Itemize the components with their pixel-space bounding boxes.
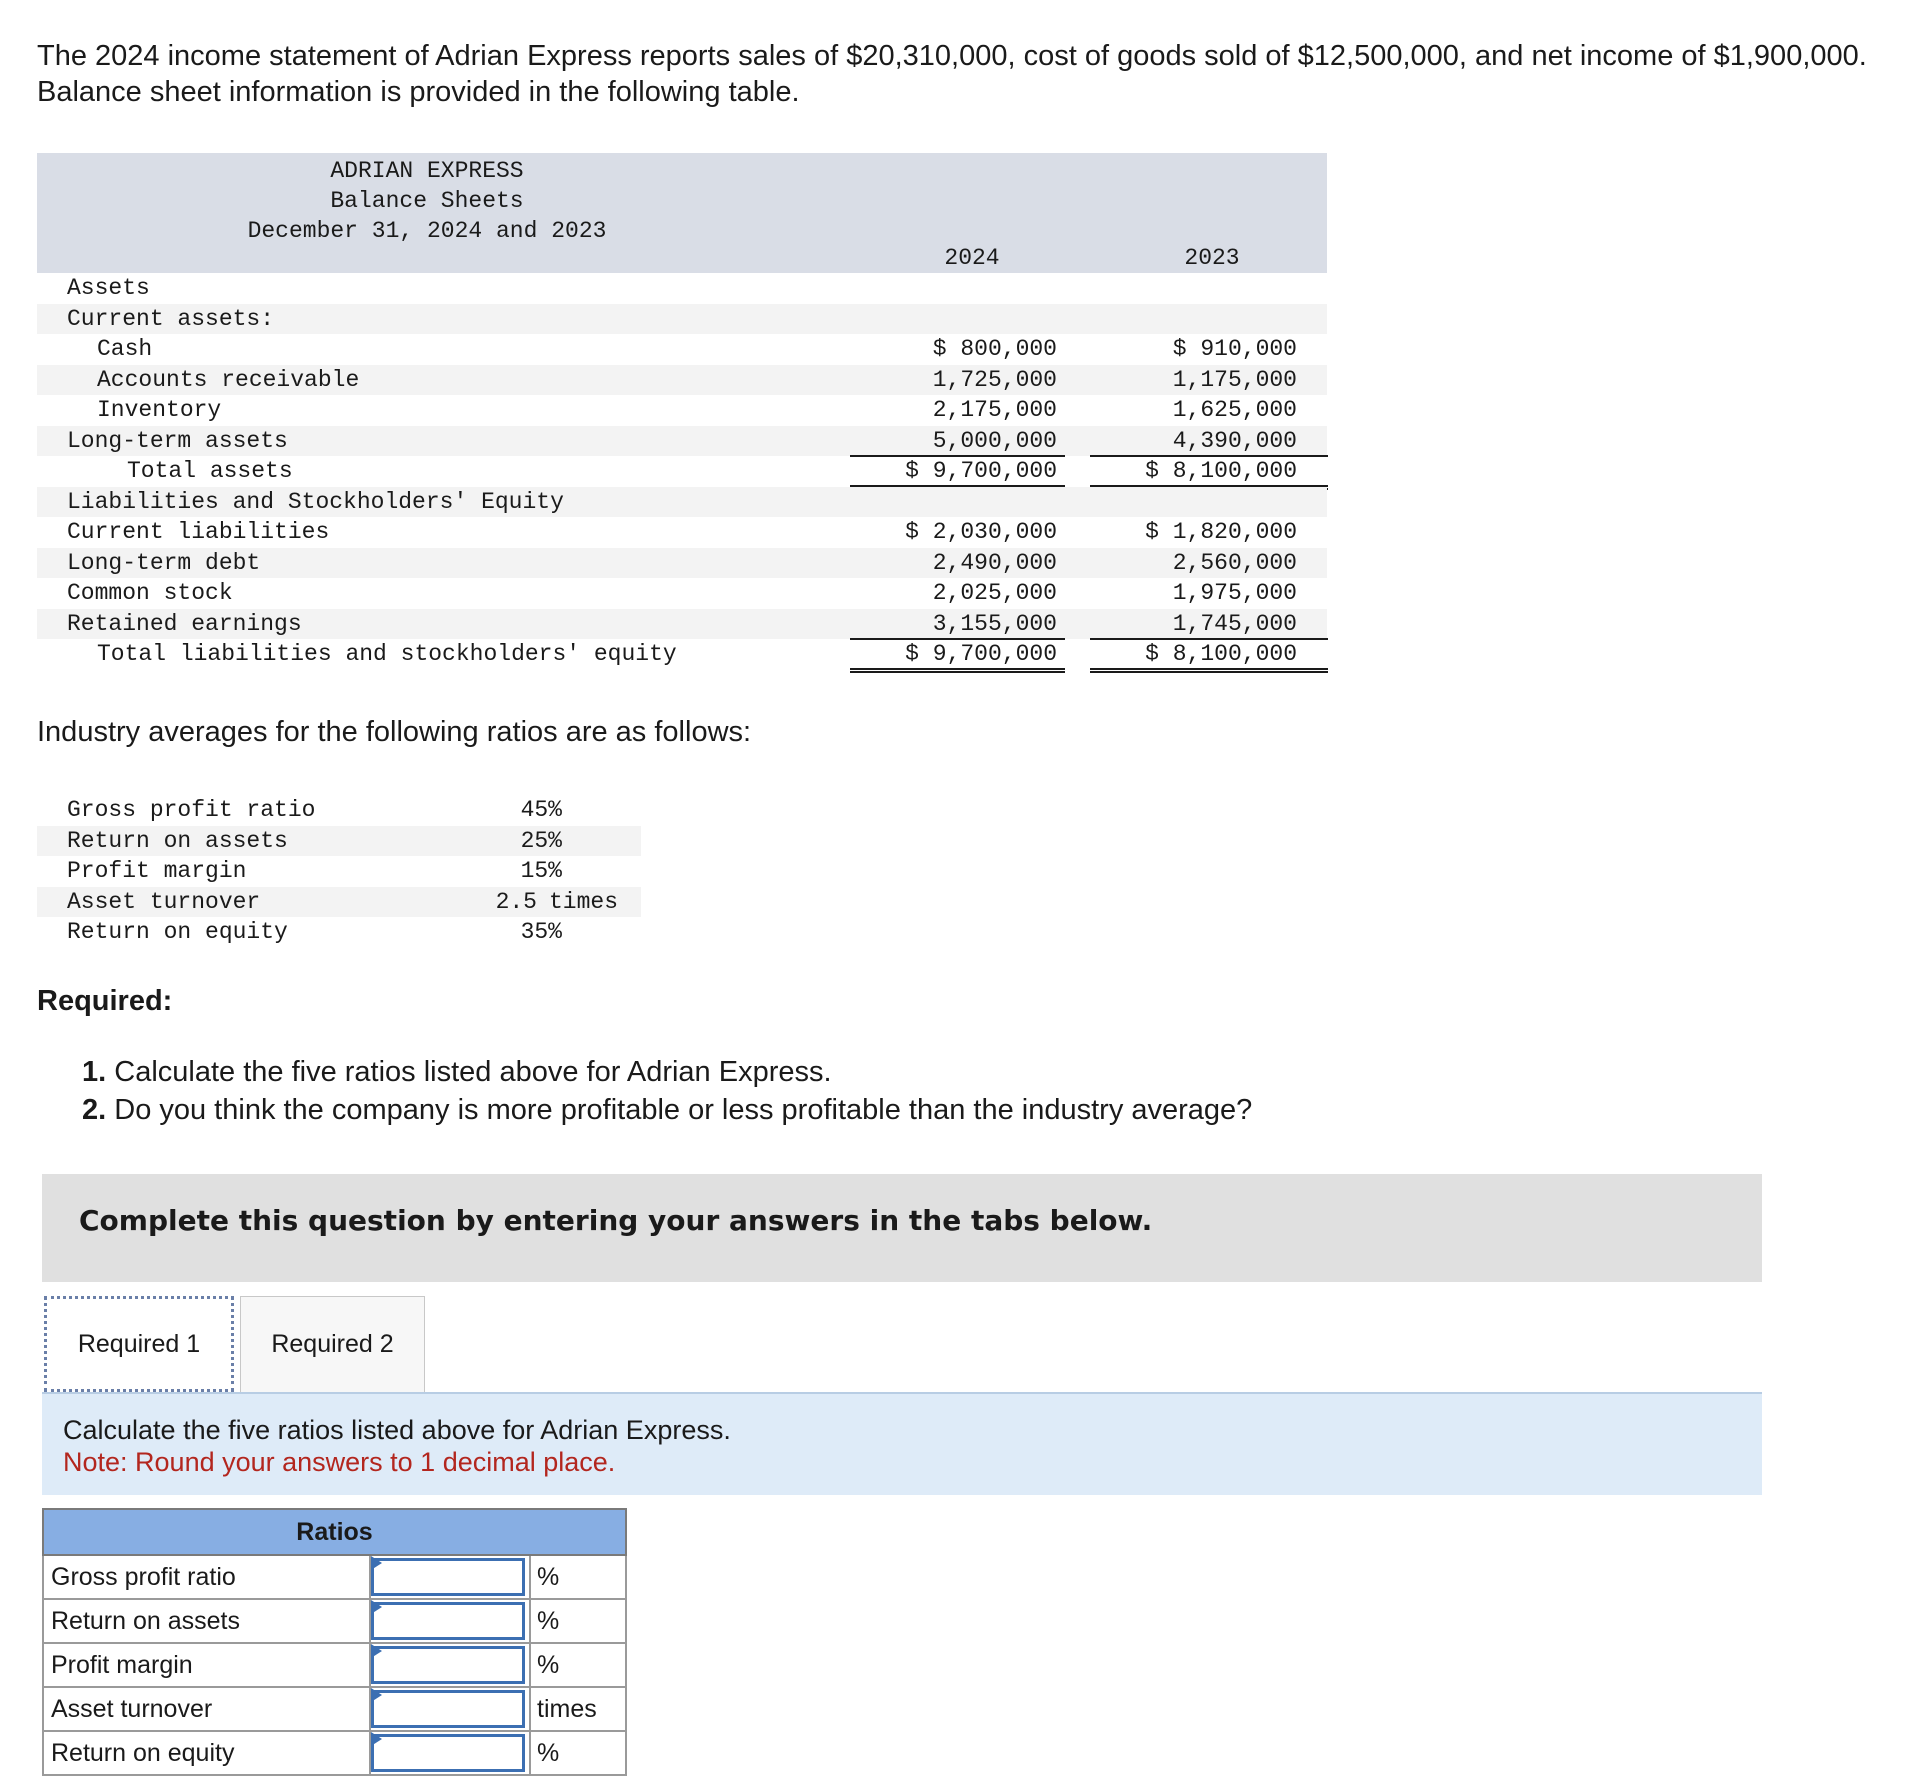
bs-row-total-liabilities-equity — [37, 639, 1327, 670]
return-on-assets-input[interactable] — [371, 1602, 525, 1640]
ratio-input-cell — [370, 1687, 530, 1731]
company-name: ADRIAN EXPRESS — [330, 158, 524, 184]
industry-row — [37, 917, 641, 948]
industry-value: 35% — [520, 919, 562, 945]
input-marker-icon — [371, 1688, 382, 1702]
industry-label: Gross profit ratio — [67, 797, 316, 823]
required-item — [82, 1091, 1252, 1129]
ratio-input-cell — [370, 1731, 530, 1775]
industry-label: Return on equity — [67, 919, 288, 945]
bs-value-2024: 1,725,000 — [932, 366, 1057, 393]
input-marker-icon — [371, 1644, 382, 1658]
bs-value-2024: 2,025,000 — [932, 580, 1057, 606]
ratios-answer-table — [42, 1508, 627, 1776]
ratio-row-asset-turnover — [43, 1687, 626, 1731]
tab-required-1[interactable]: Required 1 — [44, 1296, 234, 1392]
double-underline — [850, 668, 1065, 673]
bs-row-cash — [37, 334, 1327, 365]
bs-label: Long-term debt — [67, 549, 261, 576]
ratio-row-return-on-assets — [43, 1599, 626, 1643]
complete-question-banner — [42, 1174, 1762, 1282]
ratio-label: Profit margin — [43, 1643, 370, 1687]
bs-value-2024: $ 2,030,000 — [905, 519, 1057, 545]
ratio-label: Asset turnover — [43, 1687, 370, 1731]
industry-label: Profit margin — [67, 858, 247, 884]
bs-row-retained-earnings — [37, 609, 1327, 640]
bs-label: Retained earnings — [67, 610, 302, 637]
profit-margin-input[interactable] — [371, 1646, 525, 1684]
bs-value-2023: 1,175,000 — [1172, 366, 1297, 393]
industry-label: Return on assets — [67, 827, 288, 854]
bs-row-accounts-receivable — [37, 365, 1327, 396]
required-number: 2. — [82, 1094, 107, 1126]
bs-row-current-assets — [37, 304, 1327, 335]
industry-value: 25% — [520, 827, 562, 854]
required-item — [82, 1053, 1252, 1091]
bs-row-total-assets — [37, 456, 1327, 487]
ratio-unit: % — [530, 1643, 626, 1687]
bs-row-assets — [37, 273, 1327, 304]
ratio-input-cell — [370, 1643, 530, 1687]
bs-row-common-stock — [37, 578, 1327, 609]
ratio-unit: % — [530, 1731, 626, 1775]
ratio-unit: times — [530, 1687, 626, 1731]
bs-row-liabilities-equity — [37, 487, 1327, 518]
industry-row — [37, 795, 641, 826]
ratio-label: Return on equity — [43, 1731, 370, 1775]
bs-label: Accounts receivable — [97, 366, 360, 393]
bs-label: Current assets: — [67, 305, 275, 332]
industry-value: 2.5 — [495, 888, 537, 915]
bs-label: Assets — [67, 275, 150, 301]
ratios-header-row — [43, 1509, 626, 1555]
ratio-row-gross-profit — [43, 1555, 626, 1599]
rounding-note: Note: Round your answers to 1 decimal place. — [63, 1447, 616, 1477]
required-text: Calculate the five ratios listed above for Adrian Express. — [106, 1056, 832, 1088]
bs-value-2023: 1,625,000 — [1172, 397, 1297, 423]
problem-intro: The 2024 income statement of Adrian Express reports sales of $20,310,000, cost of goods sold of $12,500,000, and net income of $1,900,000. Balance sheet information is provided in the following table. — [37, 40, 1867, 108]
ratio-label: Return on assets — [43, 1599, 370, 1643]
complete-question-text: Complete this question by entering your answers in the tabs below. — [79, 1204, 1153, 1237]
ratio-row-profit-margin — [43, 1643, 626, 1687]
industry-intro: Industry averages for the following ratios are as follows: — [37, 716, 752, 748]
industry-label: Asset turnover — [67, 888, 261, 915]
bs-label: Total liabilities and stockholders' equity — [97, 641, 677, 667]
bs-row-inventory — [37, 395, 1327, 426]
bs-label: Cash — [97, 336, 153, 362]
statement-title: Balance Sheets — [330, 188, 524, 214]
bs-value-2023: $ 8,100,000 — [1145, 641, 1297, 667]
bs-value-2024: $ 9,700,000 — [905, 641, 1057, 667]
industry-value: 15% — [520, 858, 562, 884]
bs-value-2023: $ 1,820,000 — [1145, 519, 1297, 545]
balance-sheet-header — [37, 153, 1327, 273]
input-marker-icon — [371, 1556, 382, 1570]
bs-row-long-term-assets — [37, 426, 1327, 457]
industry-averages-table — [37, 795, 641, 948]
bs-label: Liabilities and Stockholders' Equity — [67, 488, 564, 515]
bs-row-long-term-debt — [37, 548, 1327, 579]
ratio-row-return-on-equity — [43, 1731, 626, 1775]
instruction-text: Calculate the five ratios listed above for Adrian Express. — [63, 1415, 731, 1445]
bs-value-2024: $ 800,000 — [932, 336, 1057, 362]
bs-value-2024: 2,490,000 — [932, 549, 1057, 576]
bs-row-current-liabilities — [37, 517, 1327, 548]
required-number: 1. — [82, 1056, 107, 1088]
bs-value-2024: 3,155,000 — [932, 610, 1057, 637]
input-marker-icon — [371, 1600, 382, 1614]
bs-label: Common stock — [67, 580, 233, 606]
bs-label: Inventory — [97, 397, 222, 423]
ratio-label: Gross profit ratio — [43, 1555, 370, 1599]
input-marker-icon — [371, 1732, 382, 1746]
industry-row — [37, 826, 641, 857]
statement-date: December 31, 2024 and 2023 — [247, 218, 607, 244]
balance-sheet — [37, 153, 1327, 670]
bs-value-2023: 4,390,000 — [1172, 427, 1297, 454]
bs-value-2023: 1,975,000 — [1172, 580, 1297, 606]
industry-row — [37, 887, 641, 918]
bs-label: Long-term assets — [67, 427, 288, 454]
ratio-input-cell — [370, 1555, 530, 1599]
bs-label: Total assets — [127, 458, 293, 484]
required-list — [82, 1053, 1252, 1129]
ratio-unit: % — [530, 1555, 626, 1599]
asset-turnover-input[interactable] — [371, 1690, 525, 1728]
required-heading: Required: — [37, 985, 173, 1017]
bs-value-2023: 1,745,000 — [1172, 610, 1297, 637]
bs-value-2024: $ 9,700,000 — [905, 458, 1057, 484]
ratio-input-cell — [370, 1599, 530, 1643]
bs-value-2023: $ 910,000 — [1172, 336, 1297, 362]
bs-value-2023: $ 8,100,000 — [1145, 458, 1297, 484]
bs-value-2024: 2,175,000 — [932, 397, 1057, 423]
instruction-panel — [42, 1392, 1762, 1495]
double-underline — [1090, 668, 1328, 673]
industry-value: 45% — [520, 797, 562, 823]
required-text: Do you think the company is more profitable or less profitable than the industry average? — [106, 1094, 1253, 1126]
year-2023-header: 2023 — [1184, 245, 1240, 271]
bs-value-2023: 2,560,000 — [1172, 549, 1297, 576]
industry-unit: times — [549, 888, 619, 915]
bs-label: Current liabilities — [67, 519, 330, 545]
tab-required-2[interactable]: Required 2 — [240, 1296, 425, 1392]
gross-profit-ratio-input[interactable] — [371, 1558, 525, 1596]
year-2024-header: 2024 — [944, 245, 1000, 271]
ratios-header: Ratios — [43, 1509, 626, 1555]
return-on-equity-input[interactable] — [371, 1734, 525, 1772]
ratio-unit: % — [530, 1599, 626, 1643]
bs-value-2024: 5,000,000 — [932, 427, 1057, 454]
industry-row — [37, 856, 641, 887]
